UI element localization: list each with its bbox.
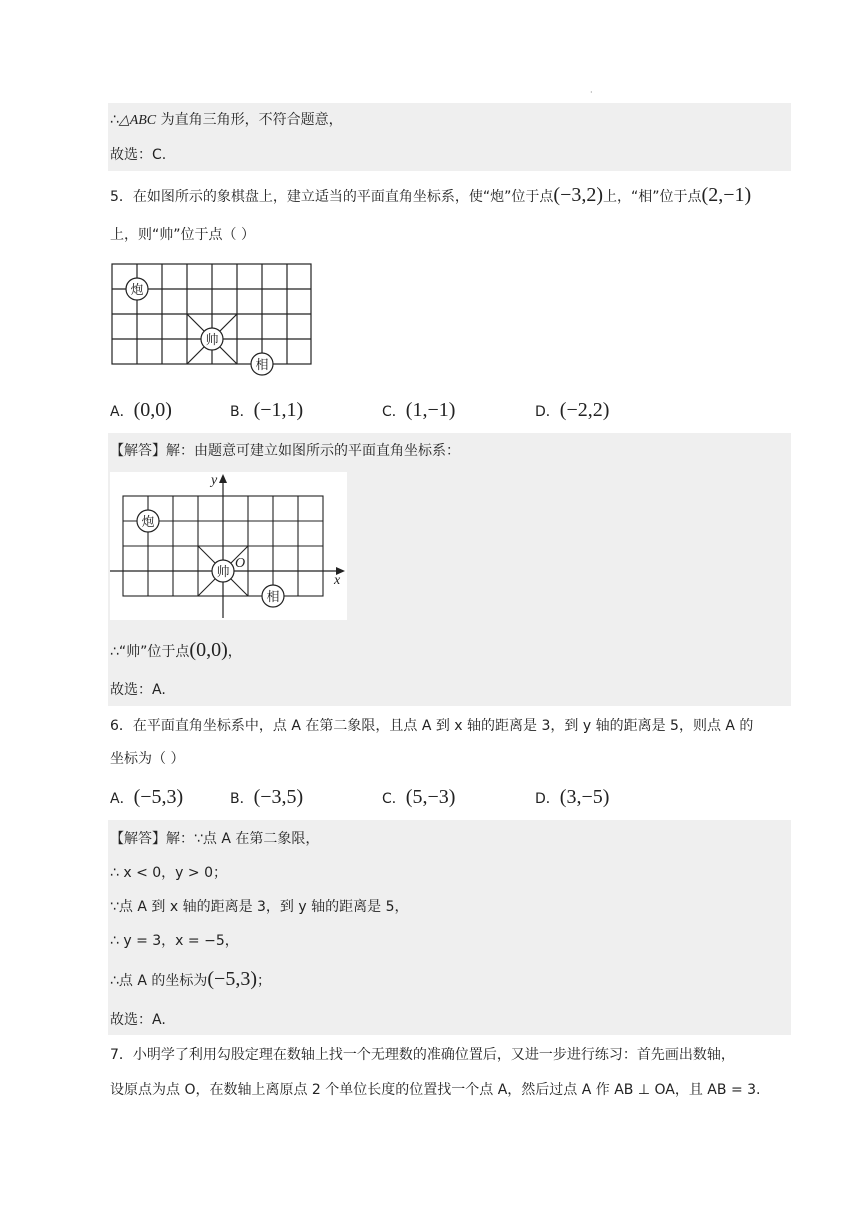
q6-stem-line-1: 6．在平面直角坐标系中，点 A 在第二象限，且点 A 到 x 轴的距离是 3，到 y 轴的距离是 5，则点 A 的	[110, 718, 754, 734]
q5-option-d[interactable]: D．(−2,2)	[535, 399, 610, 421]
q6-solution-block	[108, 820, 791, 1035]
q6-option-d[interactable]: D．(3,−5)	[535, 786, 610, 808]
piece-pao	[126, 278, 148, 300]
q6-solution-line-3: ∵点 A 到 x 轴的距离是 3，到 y 轴的距离是 5，	[110, 899, 409, 915]
x-axis-label: x	[334, 573, 341, 588]
q6-solution-final: 故选：A.	[110, 1012, 166, 1028]
q6-solution-line-2: ∴ x < 0，y > 0；	[110, 865, 228, 881]
q7-stem-line-2: 设原点为点 O，在数轴上离原点 2 个单位长度的位置找一个点 A，然后过点 A 作 AB ⊥ OA，且 AB = 3.	[110, 1082, 761, 1098]
q6-solution-line-5: ∴点 A 的坐标为(−5,3)；	[110, 968, 271, 990]
q6-option-b[interactable]: B．(−3,5)	[230, 786, 304, 808]
svg-text:帅: 帅	[205, 333, 219, 348]
q6-option-c[interactable]: C．(5,−3)	[382, 786, 456, 808]
q6-stem-line-2: 坐标为（ ）	[110, 751, 185, 767]
q5-stem-line-1: 5．在如图所示的象棋盘上，建立适当的平面直角坐标系，使“炮”位于点(−3,2)上，“相”位于点(2,−1)	[110, 184, 752, 206]
q5-stem-line-2: 上，则“帅”位于点（ ）	[110, 227, 255, 243]
prev-solution-line-1: ∴△ABC 为直角三角形，不符合题意，	[110, 112, 343, 128]
q5-solution-conclusion: ∴“帅”位于点(0,0)，	[110, 639, 242, 661]
origin-label: O	[235, 556, 246, 571]
svg-text:帅: 帅	[216, 565, 230, 580]
q5-solution-intro: 【解答】解：由题意可建立如图所示的平面直角坐标系：	[110, 443, 460, 459]
q5-chess-board-figure	[110, 262, 314, 377]
piece-shuai	[201, 328, 223, 350]
q5-solution-final: 故选：A.	[110, 682, 166, 698]
prev-solution-line-2: 故选：C.	[110, 147, 167, 163]
svg-text:相: 相	[255, 358, 269, 373]
q7-stem-line-1: 7．小明学了利用勾股定理在数轴上找一个无理数的准确位置后，又进一步进行练习：首先画出数轴，	[110, 1047, 735, 1063]
q5-option-a[interactable]: A．(0,0)	[110, 399, 172, 421]
q6-solution-line-4: ∴ y = 3，x = −5，	[110, 933, 239, 949]
q5-option-c[interactable]: C．(1,−1)	[382, 399, 456, 421]
svg-text:炮: 炮	[130, 283, 144, 298]
svg-text:炮: 炮	[141, 515, 155, 530]
q6-solution-line-1: 【解答】解：∵点 A 在第二象限，	[110, 831, 320, 847]
piece-xiang	[251, 353, 273, 375]
q6-option-a[interactable]: A．(−5,3)	[110, 786, 184, 808]
solution-piece-xiang	[262, 585, 284, 607]
q5-option-b[interactable]: B．(−1,1)	[230, 399, 304, 421]
solution-piece-shuai	[212, 560, 234, 582]
header-mark: ·	[590, 88, 593, 97]
svg-text:相: 相	[266, 590, 280, 605]
solution-piece-pao	[137, 510, 159, 532]
y-axis-label: y	[211, 473, 218, 488]
q5-coordinate-board-figure	[110, 472, 347, 620]
